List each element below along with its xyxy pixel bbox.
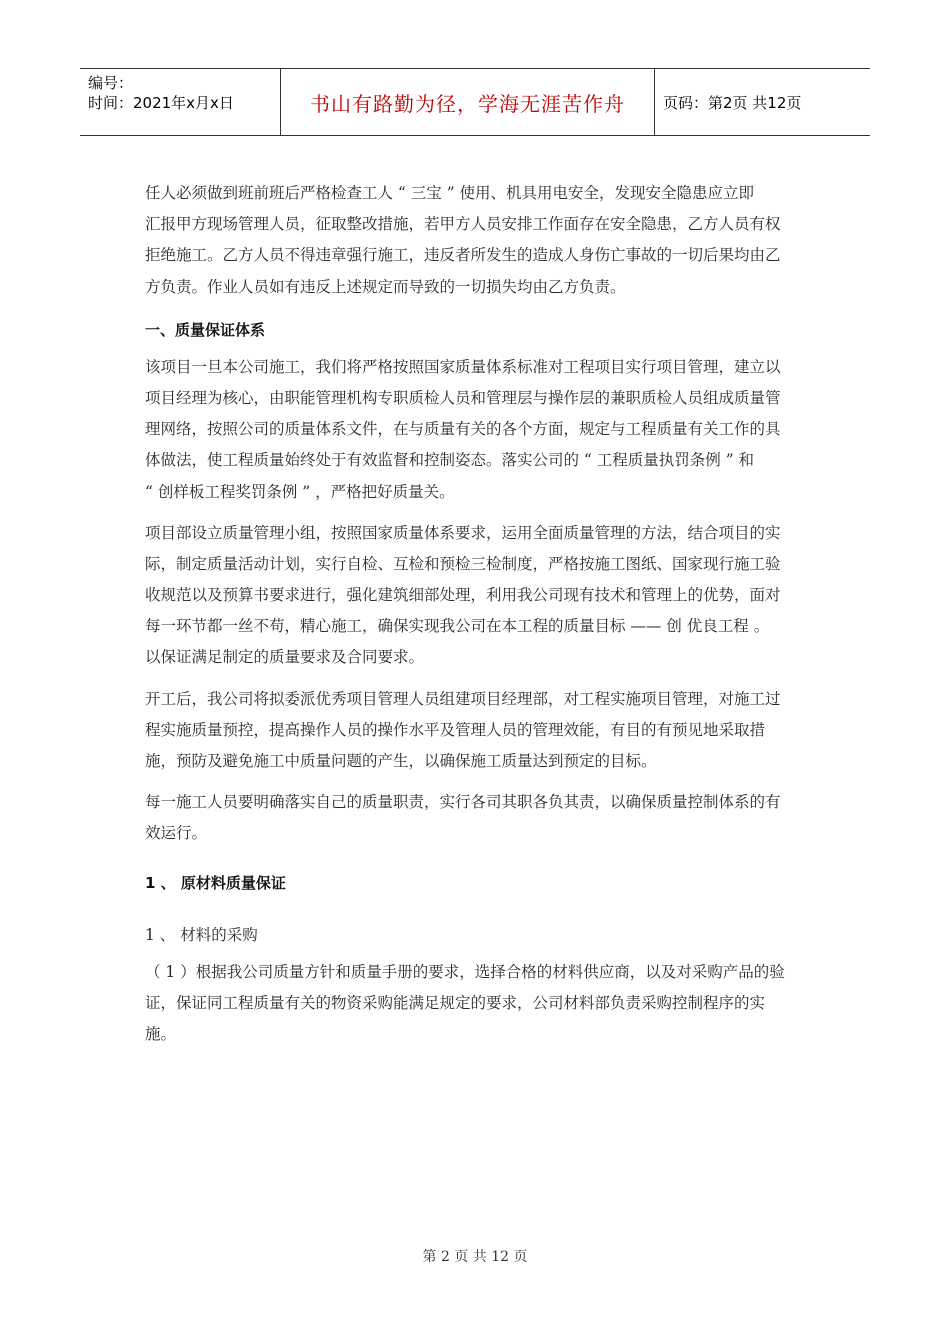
document-body (145, 178, 810, 1050)
text-line: 体做法，使工程质量始终处于有效监督和控制姿态。落实公司的 “ 工程质量执罚条例 ” 和 (145, 451, 755, 470)
text-line: 汇报甲方现场管理人员，征取整改措施，若甲方人员安排工作面存在安全隐患，乙方人员有权 (145, 215, 781, 234)
text-line: 程实施质量预控，提高操作人员的操作水平及管理人员的管理效能，有目的有预见地采取措 (145, 720, 766, 739)
text-line: 以保证满足制定的质量要求及合同要求。 (145, 648, 425, 667)
text-line: 任人必须做到班前班后严格检查工人 “ 三宝 ” 使用、机具用电安全，发现安全隐患应立即 (145, 184, 755, 202)
subsection-heading: 1 、 原材料质量保证 (145, 873, 286, 892)
text-line: 理网络，按照公司的质量体系文件，在与质量有关的各个方面，规定与工程质量有关工作的具 (145, 420, 781, 439)
text-line: “ 创样板工程奖罚条例 ” ，严格把好质量关。 (145, 482, 455, 501)
paragraph (145, 957, 810, 1051)
header-meta (80, 69, 280, 135)
text-line: 项目经理为核心，由职能管理机构专职质检人员和管理层与操作层的兼职质检人员组成质量管 (145, 388, 781, 407)
header-motto: 书山有路勤为径，学海无涯苦作舟 (280, 69, 655, 135)
text-line: 该项目一旦本公司施工，我们将严格按照国家质量体系标准对工程项目实行项目管理，建立以 (145, 357, 781, 376)
document-header (80, 68, 870, 136)
paragraph (145, 518, 810, 674)
text-line: （ 1 ）根据我公司质量方针和质量手册的要求，选择合格的材料供应商，以及对采购产品的验 (145, 962, 785, 981)
text-line: 开工后，我公司将拟委派优秀项目管理人员组建项目经理部，对工程实施项目管理，对施工过 (145, 689, 781, 708)
section-heading: 一、质量保证体系 (145, 320, 266, 339)
date-label: 时间：2021年x月x日 (88, 94, 234, 112)
text-line: 收规范以及预算书要求进行，强化建筑细部处理，利用我公司现有技术和管理上的优势，面对 (145, 586, 781, 605)
text-line: 每一环节都一丝不苟，精心施工，确保实现我公司在本工程的质量目标 —— 创 优良工程 。 (145, 617, 770, 636)
text-line: 每一施工人员要明确落实自己的质量职责，实行各司其职各负其责，以确保质量控制体系的有 (145, 793, 781, 812)
text-line: 拒绝施工。乙方人员不得违章强行施工，违反者所发生的造成人身伤亡事故的一切后果均由乙 (145, 246, 781, 265)
paragraph (145, 684, 810, 778)
text-line: 施，预防及避免施工中质量问题的产生，以确保施工质量达到预定的目标。 (145, 752, 657, 770)
text-line: 证，保证同工程质量有关的物资采购能满足规定的要求，公司材料部负责采购控制程序的实 (145, 993, 766, 1012)
text-line: 际，制定质量活动计划，实行自检、互检和预检三检制度，严格按施工图纸、国家现行施工验 (145, 554, 781, 573)
text-line: 效运行。 (145, 824, 208, 843)
text-line: 施。 (145, 1024, 177, 1043)
text-line: 项目部设立质量管理小组，按照国家质量体系要求，运用全面质量管理的方法，结合项目的实 (145, 523, 781, 542)
sub-item-heading: 1 、 材料的采购 (145, 925, 258, 944)
text-line: 方负责。作业人员如有违反上述规定而导致的一切损失均由乙方负责。 (145, 277, 626, 296)
paragraph (145, 178, 810, 303)
paragraph (145, 787, 810, 849)
page-footer: 第 2 页 共 12 页 (422, 1249, 528, 1265)
header-page-number: 页码：第2页 共12页 (663, 93, 802, 112)
number-label: 编号： (88, 74, 134, 92)
paragraph (145, 352, 810, 508)
